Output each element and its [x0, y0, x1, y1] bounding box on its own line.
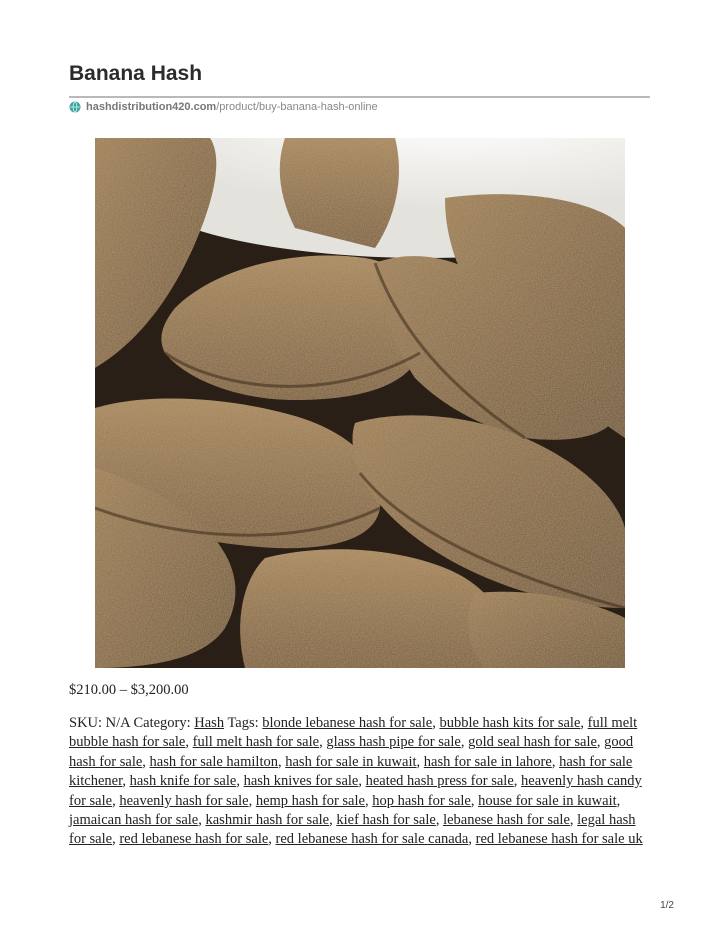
tag-link[interactable]: heavenly hash for sale [119, 792, 249, 809]
tag-link[interactable]: heavenly hash candy for sale [69, 773, 642, 809]
tag-link[interactable]: hash for sale in lahore [423, 753, 552, 770]
tag-link[interactable]: heated hash press for sale [365, 773, 514, 790]
tag-link[interactable]: hash for sale kitchener [69, 753, 633, 790]
tag-link[interactable]: legal hash for sale [69, 812, 636, 848]
tag-link[interactable]: full melt hash for sale [192, 734, 320, 751]
tag-link[interactable]: house for sale in kuwait [478, 792, 617, 809]
source-domain: hashdistribution420.com [86, 101, 217, 113]
tag-link[interactable]: hash knife for sale [129, 773, 237, 790]
tag-link[interactable]: hash for sale in kuwait [285, 753, 417, 770]
page-number: 1/2 [660, 900, 674, 911]
product-photo [95, 138, 625, 668]
tag-link[interactable]: hash knives for sale [243, 773, 359, 790]
tag-link[interactable]: hemp hash for sale [255, 792, 365, 809]
source-path: /product/buy-banana-hash-online [216, 101, 378, 113]
title-divider [69, 96, 650, 98]
tag-link[interactable]: red lebanese hash for sale canada [275, 831, 469, 848]
tag-link[interactable]: full melt bubble hash for sale [69, 715, 638, 751]
price-range: $210.00 – $3,200.00 [69, 682, 189, 698]
tag-link[interactable]: gold seal hash for sale [468, 734, 597, 751]
tag-link[interactable]: good hash for sale [69, 734, 634, 770]
tag-link[interactable]: jamaican hash for sale [69, 812, 199, 829]
tag-list: blonde lebanese hash for sale, bubble hash kits for sale, full melt bubble hash for sale, full melt hash for sale, glass hash pipe for sale, gold seal hash for sale, good hash for sale, hash for sale hamilton, hash for sale in kuwait, hash for sale in lahore, hash for sale kitchener, hash knife for sale, hash knives for sale, heated hash press for sale, heavenly hash candy for sale, heavenly hash for sale, hemp hash for sale, hop hash for sale, house for sale in kuwait, jamaican hash for sale, kashmir hash for sale, kief hash for sale, lebanese hash for sale, legal hash for sale, red lebanese hash for sale, red lebanese hash for sale canada, red lebanese hash for sale uk [69, 715, 643, 848]
category-link[interactable]: Hash [194, 715, 225, 731]
source-url[interactable] [69, 101, 378, 113]
globe-icon [69, 101, 81, 113]
tag-link[interactable]: red lebanese hash for sale uk [475, 831, 643, 848]
tag-link[interactable]: glass hash pipe for sale [326, 734, 461, 751]
tag-link[interactable]: blonde lebanese hash for sale [262, 715, 433, 731]
tag-link[interactable]: kashmir hash for sale [205, 812, 330, 829]
tag-link[interactable]: lebanese hash for sale [443, 812, 570, 829]
page-title: Banana Hash [69, 62, 203, 85]
tag-link[interactable]: hash for sale hamilton [149, 753, 278, 770]
tag-link[interactable]: kief hash for sale [336, 812, 436, 829]
sku-category-label: SKU: N/A Category: [69, 715, 195, 731]
tag-link[interactable]: red lebanese hash for sale [119, 831, 269, 848]
tag-link[interactable]: hop hash for sale [372, 792, 471, 809]
product-meta [69, 714, 654, 850]
tags-label: Tags: [224, 715, 263, 731]
tag-link[interactable]: bubble hash kits for sale [439, 715, 581, 731]
